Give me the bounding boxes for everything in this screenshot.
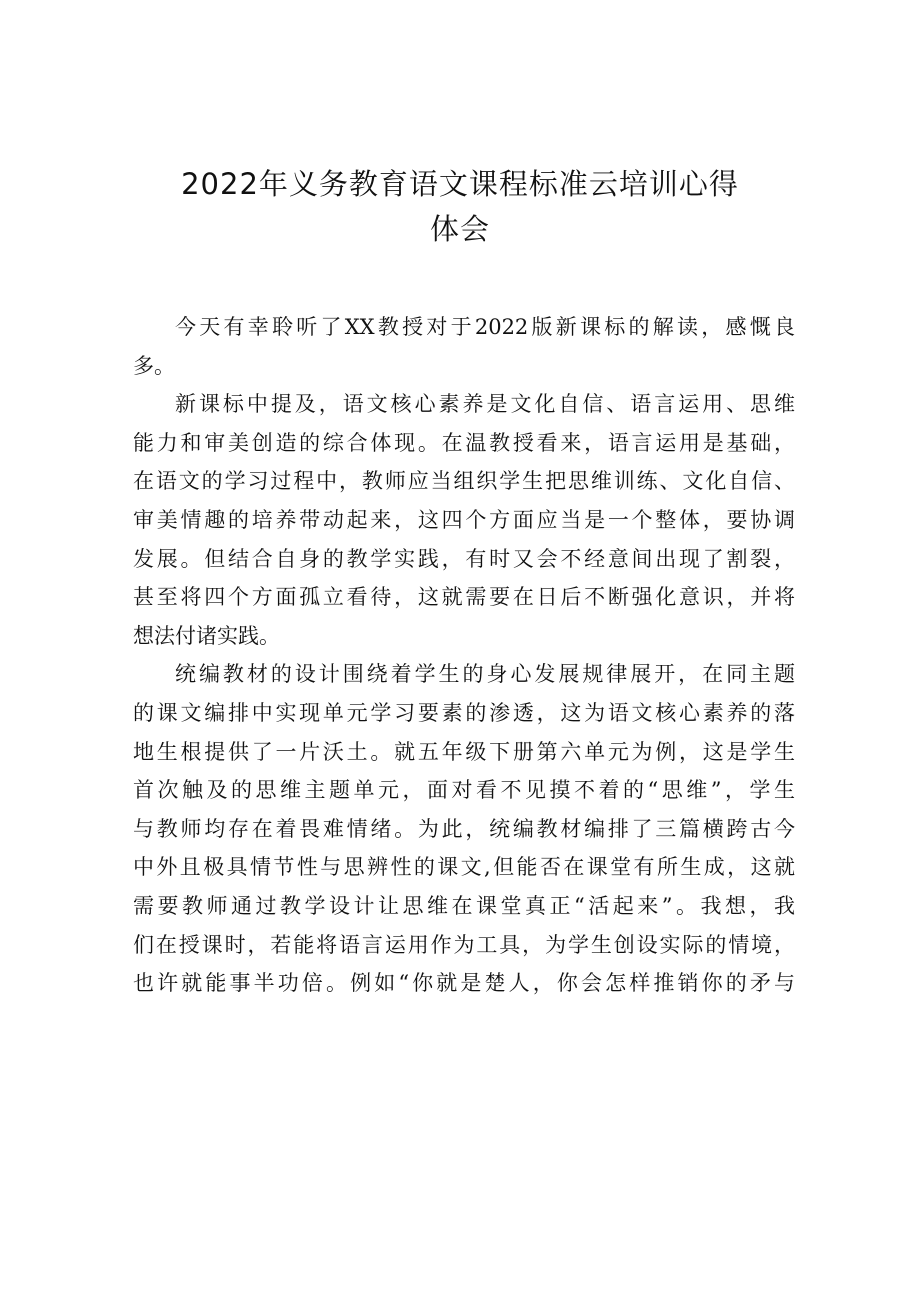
text-line: 在语文的学习过程中，教师应当组织学生把思维训练、文化自信、 — [133, 469, 795, 494]
text-line: 需要教师通过教学设计让思维在课堂真正“活起来”。我想，我 — [133, 893, 795, 918]
title-line: 2022年义务教育语文课程标准云培训心得 — [181, 167, 739, 201]
title-line: 体会 — [429, 212, 490, 246]
document-body — [133, 308, 795, 1003]
paragraph-3 — [133, 655, 795, 1002]
text-line: 甚至将四个方面孤立看待，这就需要在日后不断强化意识，并将 — [133, 585, 795, 610]
text-line: 多。 — [133, 353, 175, 378]
text-line: 首次触及的思维主题单元，面对看不见摸不着的“思维”，学生 — [133, 778, 795, 803]
document-title — [0, 162, 920, 252]
text-line: 也许就能事半功倍。例如“你就是楚人，你会怎样推销你的矛与 — [133, 971, 795, 996]
text-line: 的课文编排中实现单元学习要素的渗透，这为语文核心素养的落 — [133, 700, 795, 725]
text-line: 地生根提供了一片沃土。就五年级下册第六单元为例，这是学生 — [133, 739, 795, 764]
paragraph-1 — [133, 308, 795, 385]
text-line: 新课标中提及，语文核心素养是文化自信、语言运用、思维 — [175, 392, 795, 417]
text-line: 中外且极具情节性与思辨性的课文,但能否在课堂有所生成，这就 — [133, 855, 795, 880]
text-line: 统编教材的设计围绕着学生的身心发展规律展开，在同主题 — [175, 662, 795, 687]
text-line: 审美情趣的培养带动起来，这四个方面应当是一个整体，要协调 — [133, 507, 795, 532]
text-line: 们在授课时，若能将语言运用作为工具，为学生创设实际的情境， — [133, 932, 795, 957]
text-line: 能力和审美创造的综合体现。在温教授看来，语言运用是基础， — [133, 430, 795, 455]
text-line: 与教师均存在着畏难情绪。为此，统编教材编排了三篇横跨古今 — [133, 816, 795, 841]
text-line: 发展。但结合自身的教学实践，有时又会不经意间出现了割裂， — [133, 546, 795, 571]
text-line: 想法付诸实践。 — [133, 623, 280, 648]
text-line: 今天有幸聆听了XX教授对于2022版新课标的解读，感慨良 — [175, 315, 795, 339]
paragraph-2 — [133, 385, 795, 655]
